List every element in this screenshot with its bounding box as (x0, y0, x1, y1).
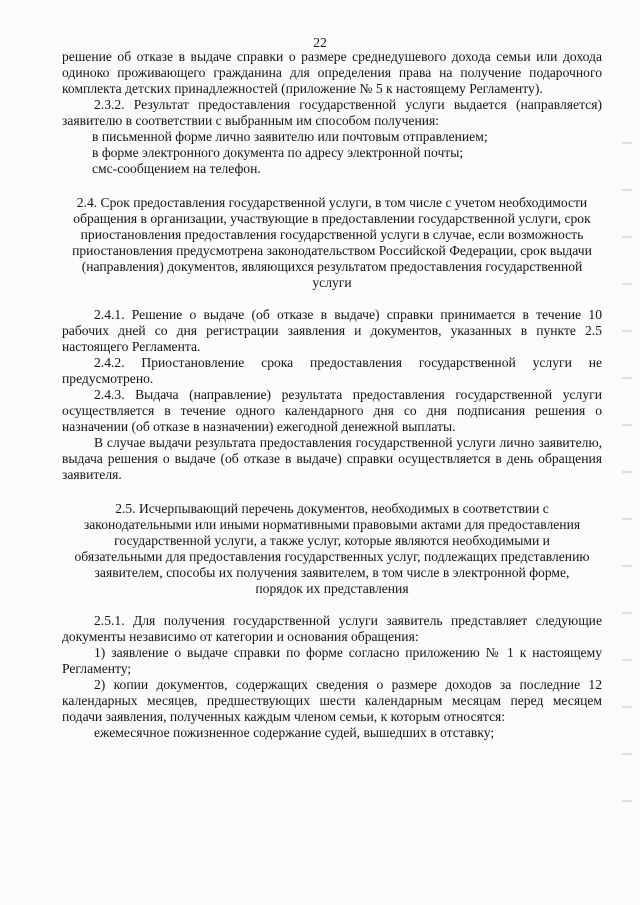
list-item: в письменной форме лично заявителю или почтовым отправлением; (92, 129, 488, 144)
paragraph-2-4-2: 2.4.2. Приостановление срока предоставления государственной услуги не предусмотрено. (62, 355, 602, 386)
paragraph-2-5-1-item-3: ежемесячное пожизненное содержание судей, вышедших в отставку; (94, 725, 495, 740)
paragraph-result-refusal: решение об отказе в выдаче справки о размере среднедушевого дохода семьи или дохода одиноко проживающего гражданина для определения права на получение подарочного комплекта детских принадлежностей (приложение № 5 к настоящему Регламенту). (62, 49, 602, 96)
paragraph-2-3-2: 2.3.2. Результат предоставления государственной услуги выдается (направляется) заявителю в соответствии с выбранным им способом получения: (62, 97, 602, 128)
delivery-methods-list (62, 129, 602, 177)
paragraph-2-4-3-personal: В случае выдачи результата предоставления государственной услуги лично заявителю, выдача решения о выдаче (об отказе в выдаче) справки осуществляется в день обращения заявителя. (62, 435, 602, 482)
paragraph-2-4-1: 2.4.1. Решение о выдаче (об отказе в выдаче) справки принимается в течение 10 рабочих дней со дня регистрации заявления и документов, указанных в пункте 2.5 настоящего Регламента. (62, 307, 602, 354)
list-item: в форме электронного документа по адресу электронной почты; (92, 145, 464, 160)
section-heading-2-5: 2.5. Исчерпывающий перечень документов, необходимых в соответствии с законодательными или иными нормативными правовыми актами для предоставления государственной услуги, а также услуг, которые являются необходимыми и обязательными для предоставления государственных услуг, подлежащих представлению заявителем, способы их получения заявителем, в том числе в электронной форме, порядок их представления (74, 501, 590, 596)
list-item: смс-сообщением на телефон. (92, 161, 261, 176)
paragraph-2-4-3: 2.4.3. Выдача (направление) результата предоставления государственной услуги осуществляется в течение одного календарного дня со дня подписания решения о назначении (об отказе в назначении) ежегодной денежной выплаты. (62, 387, 602, 434)
paragraph-2-5-1: 2.5.1. Для получения государственной услуги заявитель представляет следующие документы независимо от категории и основания обращения: (62, 613, 602, 644)
document-body (62, 49, 602, 741)
page-number: 22 (313, 35, 327, 50)
scan-edge-artifact (622, 120, 632, 820)
paragraph-2-5-1-item-1: 1) заявление о выдаче справки по форме согласно приложению № 1 к настоящему Регламенту; (62, 645, 602, 676)
paragraph-2-5-1-item-2: 2) копии документов, содержащих сведения о размере доходов за последние 12 календарных месяцев, предшествующих шести календарным месяцам перед месяцем подачи заявления, полученных каждым членом семьи, к которым относятся: (62, 677, 602, 724)
section-heading-2-4: 2.4. Срок предоставления государственной услуги, в том числе с учетом необходимости обращения в организации, участвующие в предоставлении государственной услуги, срок приостановления предоставления государственной услуги в случае, если возможность приостановления предусмотрена законодательством Российской Федерации, срок выдачи (направления) документов, являющихся результатом предоставления государственной услуги (72, 195, 592, 290)
